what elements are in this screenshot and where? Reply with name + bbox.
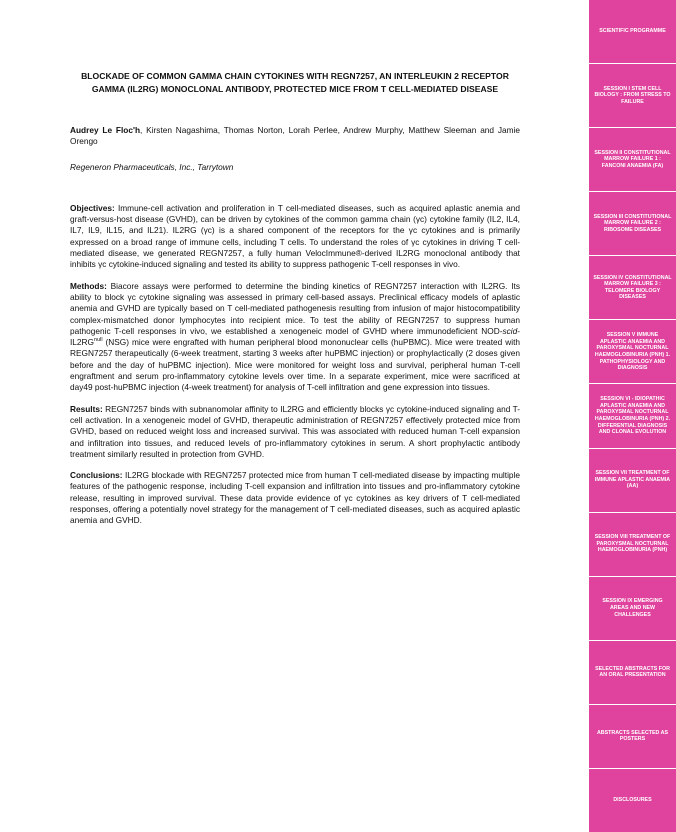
affiliation: Regeneron Pharmaceuticals, Inc., Tarrytown (70, 161, 234, 172)
methods-text-part2: -IL2RG (70, 325, 520, 348)
author-list (70, 125, 520, 148)
methods-scid-term: scid (502, 325, 518, 336)
other-authors: , Kirsten Nagashima, Thomas Norton, Lorah Perlee, Andrew Murphy, Matthew Sleeman and Jamie Orengo (70, 125, 520, 147)
sidebar-item-scientific-programme[interactable]: SCIENTIFIC PROGRAMME (589, 0, 676, 64)
results-section (70, 404, 520, 460)
methods-text-part3: (NSG) mice were engrafted with human peripheral blood mononuclear cells (huPBMC). Mice were treated with REGN7257 therapeutically (6-week treatment, starting 3 weeks after huPBMC injection) or prophylactically (2 doses given before and the day of huPBMC injection). Mice were monitored for weight loss and survival, peripheral human T-cell engraftment and serum pro-inflammatory cytokine levels over time. In a separate experiment, mice were sacrificed at day49 post-huPBMC injection (4-week treatment) for analysis of T-cell infiltration and gene expression into tissues. (70, 337, 520, 393)
results-text: REGN7257 binds with subnanomolar affinity to IL2RG and efficiently blocks γc cytokine-induced signaling and T-cell activation. In a xenogeneic model of GVHD, therapeutic administration of REGN7257 effectively protected mice from GVHD, based on reduced weight loss and increased survival. This was associated with reduced human T-cell expansion and infiltration into tissues, and reduced levels of pro-inflammatory cytokines in serum. A short prophylactic antibody treatment similarly resulted in protection from GVHD. (70, 403, 520, 459)
sidebar-item-disclosures[interactable]: DISCLOSURES (613, 797, 652, 804)
abstract-title: BLOCKADE OF COMMON GAMMA CHAIN CYTOKINES WITH REGN7257, AN INTERLEUKIN 2 RECEPTOR GAMMA (IL2RG) MONOCLONAL ANTIBODY, PROTECTED MICE FROM T CELL-MEDIATED DISEASE (81, 71, 509, 94)
sidebar-item-session-4[interactable]: SESSION IV CONSTITUTIONAL MARROW FAILURE 3 : TELOMERE BIOLOGY DISEASES (589, 256, 676, 320)
conclusions-text: IL2RG blockade with REGN7257 protected mice from human T cell-mediated disease by impacting multiple features of the pathogenic response, including T-cell expansion and infiltration into tissues and pro-inflammatory cytokine release, resulting in improved survival. These data provide evidence of γc cytokines as key drivers of T cell-mediated responses, offering a potentially novel strategy for the management of T cell-mediated diseases, such as acquired aplastic anemia and GVHD. (70, 470, 520, 526)
sidebar-item-session-6[interactable]: SESSION VI - IDIOPATHIC APLASTIC ANAEMIA AND PAROXYSMAL NOCTURNAL HAEMOGLOBINURIA (PNH) 2. DIFFERENTIAL DIAGNOSIS AND CLONAL EVOLUTION (589, 384, 676, 448)
conclusions-heading: Conclusions: (70, 470, 123, 481)
sidebar-item-session-9[interactable]: SESSION IX EMERGING AREAS AND NEW CHALLENGES (589, 577, 676, 641)
objectives-text: Immune-cell activation and proliferation in T cell-mediated diseases, such as acquired aplastic anemia and graft-versus-host disease (GVHD), can be driven by cytokines of the common gamma chain (γc) cytokine family (IL2, IL4, IL7, IL9, IL15, and IL21). IL2RG (γc) is a shared component of the receptors for the γc cytokines and is primarily expressed on a broad range of immune cells, including T cells. To understand the roles of γc cytokines in driving T cell-mediated disease, we generated REGN7257, a fully human VelocImmune®-derived IL2RG monoclonal antibody that inhibits γc cytokine-induced signaling and tested its ability to suppress pathogenic T-cell responses in vivo. (70, 202, 520, 270)
conclusions-section (70, 470, 520, 526)
first-author: Audrey Le Floc'h (70, 125, 141, 135)
sidebar-item-session-7[interactable]: SESSION VII TREATMENT OF IMMUNE APLASTIC ANAEMIA (AA) (589, 449, 676, 513)
sidebar-item-session-2[interactable]: SESSION II CONSTITUTIONAL MARROW FAILURE 1 : FANCONI ANAEMIA (FA) (589, 128, 676, 192)
methods-text-part1: Biacore assays were performed to determine the binding kinetics of REGN7257 interaction with IL2RG. Its ability to block γc cytokine signaling was assessed in primary cell-based assays. Preclinical efficacy models of aplastic anemia and GVHD are typically based on T cell-mediated pathogenesis resulting from infusion of major histocompatibility complex-mismatched donor lymphocytes into recipient mice. To test the ability of REGN7257 to suppress human pathogenic T-cell responses in vivo, we established a xenogeneic model of GVHD where immunodeficient NOD- (70, 280, 520, 336)
sidebar-item-poster-abstracts[interactable]: ABSTRACTS SELECTED AS POSTERS (589, 705, 676, 769)
sidebar-item-session-8[interactable]: SESSION VIII TREATMENT OF PAROXYSMAL NOCTURNAL HAEMOGLOBINURIA (PNH) (589, 513, 676, 577)
objectives-heading: Objectives: (70, 202, 115, 213)
results-heading: Results: (70, 403, 103, 414)
methods-section (70, 281, 520, 394)
sidebar-item-session-1[interactable]: SESSION I STEM CELL BIOLOGY : FROM STRESS TO FAILURE (589, 64, 676, 128)
methods-null-superscript: null (93, 337, 103, 344)
sidebar-item-oral-abstracts[interactable]: SELECTED ABSTRACTS FOR AN ORAL PRESENTATION (589, 641, 676, 705)
methods-heading: Methods: (70, 280, 107, 291)
programme-sidebar (589, 0, 676, 832)
abstract-article (70, 70, 520, 537)
sidebar-item-session-5[interactable]: SESSION V IMMUNE APLASTIC ANAEMIA AND PAROXYSMAL NOCTURNAL HAEMOGLOBINURIA (PNH) 1. PATHOPHYSIOLOGY AND DIAGNOSIS (589, 320, 676, 384)
objectives-section (70, 203, 520, 271)
sidebar-item-session-3[interactable]: SESSION III CONSTITUTIONAL MARROW FAILURE 2 : RIBOSOME DISEASES (589, 192, 676, 256)
